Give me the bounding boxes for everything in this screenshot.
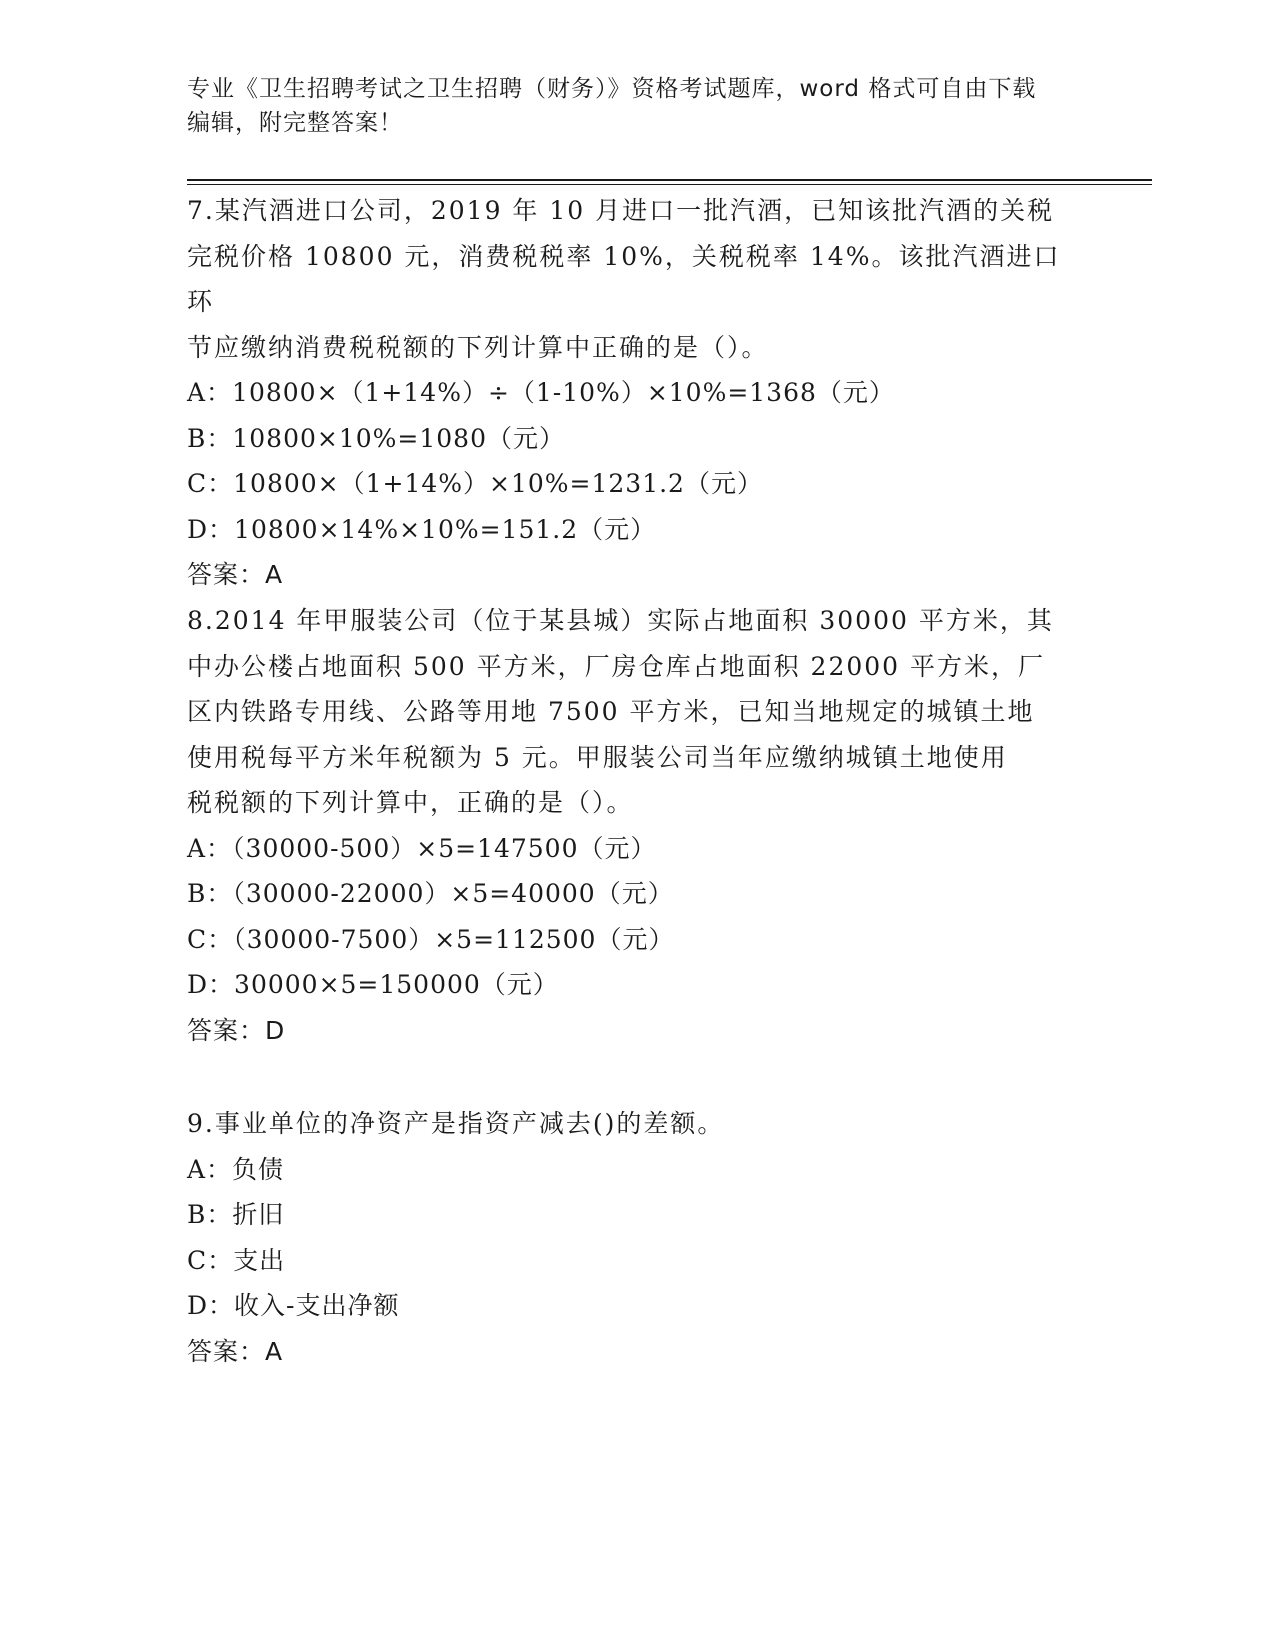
document-header (187, 72, 1087, 140)
question-9 (187, 1101, 1087, 1374)
question-7-answer: 答案：A (187, 560, 284, 589)
header-line-2: 编辑，附完整答案！ (187, 110, 403, 136)
question-8-stem-line-4: 使用税每平方米年税额为 5 元。甲服装公司当年应缴纳城镇土地使用 (187, 742, 1008, 772)
question-9-answer: 答案：A (187, 1336, 284, 1366)
question-9-option-b: B：折旧 (187, 1200, 285, 1229)
question-8-stem-line-2: 中办公楼占地面积 500 平方米，厂房仓库占地面积 22000 平方米，厂 (187, 651, 1046, 681)
question-8-stem-line-5: 税税额的下列计算中，正确的是（）。 (187, 788, 634, 817)
question-7-stem-line-1: 7.某汽酒进口公司，2019 年 10 月进口一批汽酒，已知该批汽酒的关税 (187, 196, 1055, 225)
header-divider-thin (187, 184, 1152, 185)
question-7-option-d: D：10800×14%×10%=151.2（元） (187, 514, 657, 544)
question-8-stem-line-3: 区内铁路专用线、公路等用地 7500 平方米，已知当地规定的城镇土地 (187, 697, 1035, 726)
question-8-option-a: A：（30000-500）×5=147500（元） (187, 833, 657, 863)
question-8-stem-line-1: 8.2014 年甲服装公司（位于某县城）实际占地面积 30000 平方米，其 (187, 606, 1054, 635)
header-line-1: 专业《卫生招聘考试之卫生招聘（财务）》资格考试题库，word 格式可自由下载 (187, 76, 1037, 102)
question-9-option-a: A：负债 (187, 1154, 285, 1184)
header-divider-thick (187, 179, 1152, 181)
question-8-answer: 答案：D (187, 1015, 286, 1045)
question-7-option-a: A：10800×（1+14%）÷（1-10%）×10%=1368（元） (187, 378, 895, 407)
question-9-option-c: C：支出 (187, 1245, 286, 1275)
question-8 (187, 598, 1087, 1053)
question-7-option-c: C：10800×（1+14%）×10%=1231.2（元） (187, 469, 763, 498)
question-8-option-b: B：（30000-22000）×5=40000（元） (187, 879, 674, 908)
question-8-option-c: C：（30000-7500）×5=112500（元） (187, 924, 675, 954)
question-7-stem-line-2: 完税价格 10800 元，消费税税率 10%，关税税率 14%。该批汽酒进口环 (187, 241, 1061, 316)
question-9-stem-line-1: 9.事业单位的净资产是指资产减去()的差额。 (187, 1109, 725, 1138)
question-8-option-d: D：30000×5=150000（元） (187, 970, 559, 999)
question-7-option-b: B：10800×10%=1080（元） (187, 423, 565, 453)
question-9-option-d: D：收入-支出净额 (187, 1291, 400, 1320)
question-7-stem-line-3: 节应缴纳消费税税额的下列计算中正确的是（）。 (187, 332, 769, 362)
question-7 (187, 188, 1087, 598)
